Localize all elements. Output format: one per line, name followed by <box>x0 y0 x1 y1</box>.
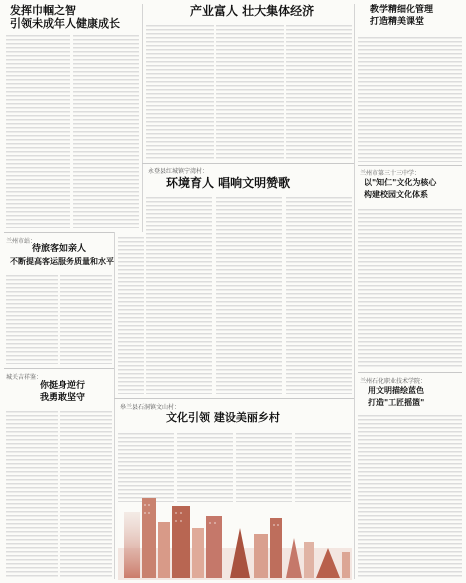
section-divider <box>114 398 354 399</box>
article-1-header <box>10 4 138 34</box>
article-6-body <box>358 208 462 368</box>
section-divider <box>358 372 462 373</box>
article-6-title-line2: 构建校园文化体系 <box>364 189 428 199</box>
article-8-title-line2: 打造"工匠摇篮" <box>368 397 425 407</box>
article-7-body-col2 <box>60 410 112 578</box>
article-5-body-col2 <box>60 274 112 364</box>
column-divider <box>142 4 143 232</box>
article-6-kicker: 兰州市第三十三中学： <box>360 170 421 177</box>
article-1-title-line1: 发挥巾帼之智 <box>10 4 76 17</box>
article-8-kicker: 兰州石化职业技术学院： <box>360 378 427 385</box>
article-8-title-line1: 用文明描绘蓝色 <box>368 385 424 395</box>
section-divider <box>358 165 462 166</box>
article-3-body <box>358 36 462 162</box>
column-divider <box>114 232 115 579</box>
article-5-title-line2: 不断提高客运服务质量和水平 <box>10 256 114 266</box>
article-7-header <box>6 372 114 408</box>
article-2-body-col3 <box>286 24 352 160</box>
column-divider <box>354 4 355 579</box>
article-5-title-line1: 待旅客如亲人 <box>32 244 87 254</box>
article-8-body <box>358 414 462 578</box>
article-3-title-line1: 教学精细化管理 <box>370 5 434 15</box>
article-1-body-col1 <box>6 34 70 228</box>
article-4-body-col3 <box>286 196 352 394</box>
article-2-body-col2 <box>216 24 284 160</box>
article-6-header <box>360 168 464 204</box>
article-1-title-line2: 引领未成年人健康成长 <box>10 17 120 30</box>
article-4-title: 环境育人 唱响文明赞歌 <box>166 176 291 190</box>
article-9-header <box>118 402 352 430</box>
article-6-title-line1: 以"知仁"文化为核心 <box>364 177 437 187</box>
article-5-header <box>6 236 114 272</box>
article-9-title: 文化引领 建设美丽乡村 <box>166 411 280 424</box>
article-1-body-col2 <box>73 34 139 228</box>
city-skyline-illustration <box>118 488 352 580</box>
article-2-header <box>190 4 350 20</box>
article-4-body-col0 <box>118 236 144 394</box>
article-5-kicker: 兰州市站： <box>6 238 37 245</box>
article-7-body-col1 <box>6 410 58 578</box>
article-2-title: 产业富人 壮大集体经济 <box>190 4 315 18</box>
section-divider <box>4 232 114 233</box>
section-divider <box>142 163 354 164</box>
article-5-body-col1 <box>6 274 58 364</box>
article-3-title-line2: 打造精美课堂 <box>370 17 425 27</box>
article-4-header <box>146 166 352 194</box>
article-4-body-col1 <box>146 196 212 394</box>
article-3-header <box>370 4 462 34</box>
article-7-title-line2: 我勇敢坚守 <box>40 393 86 403</box>
article-9-kicker: 皋兰县石洞镇文山村： <box>120 404 181 411</box>
article-8-header <box>360 376 464 412</box>
section-divider <box>4 368 114 369</box>
article-7-title-line1: 你挺身逆行 <box>40 381 86 391</box>
article-7-kicker: 城关吉祥鉴： <box>6 374 43 381</box>
article-2-body-col1 <box>146 24 214 160</box>
article-4-kicker: 永登县红城镇宁湾村： <box>148 168 209 175</box>
article-4-body-col2 <box>216 196 282 394</box>
